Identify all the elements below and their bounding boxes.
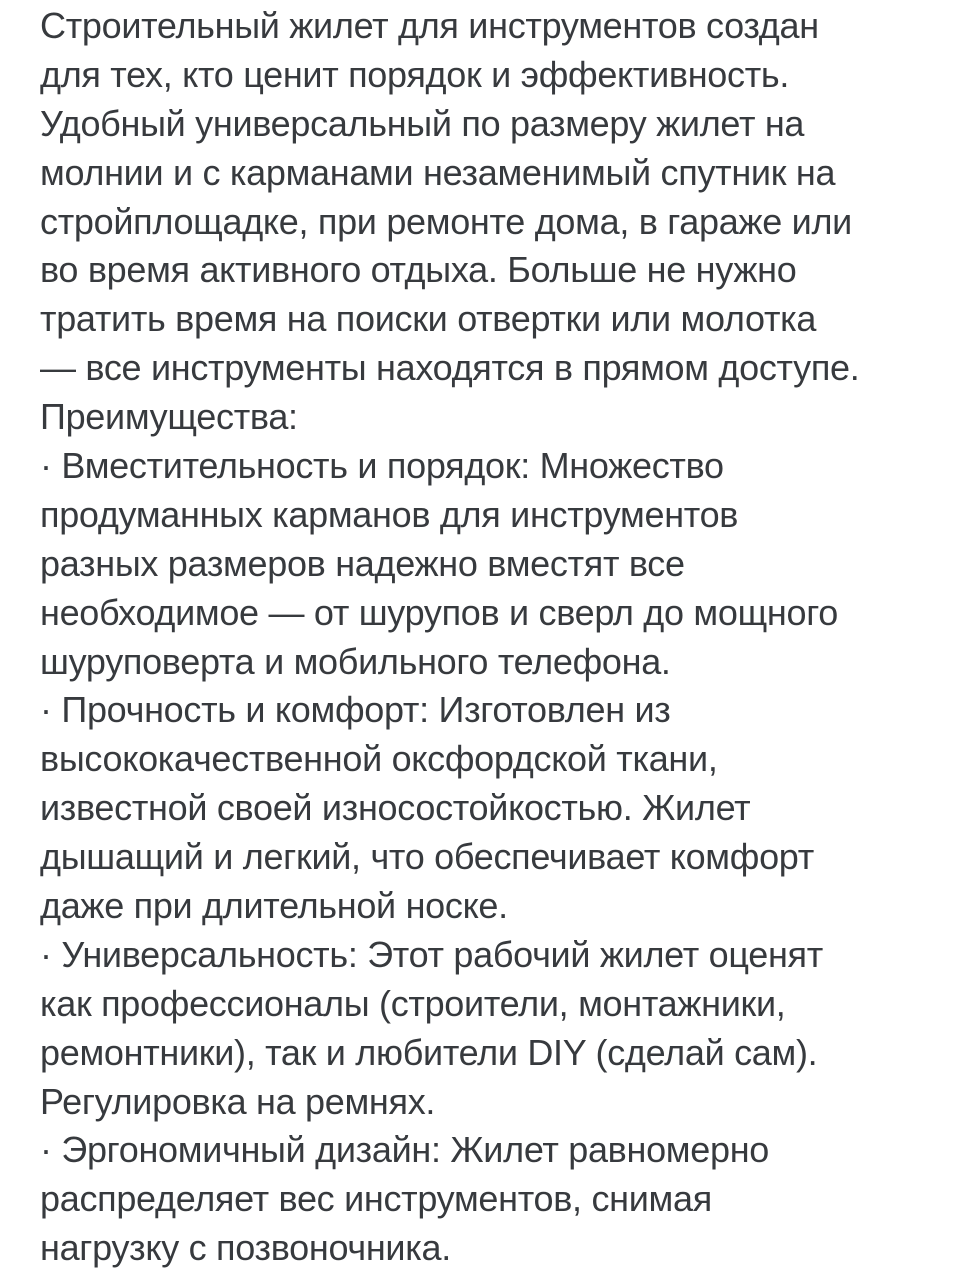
text-line: стройплощадке, при ремонте дома, в гараже или [40,200,852,242]
text-line: молнии и с карманами незаменимый спутник на [40,151,836,193]
text-line: во время активного отдыха. Больше не нужно [40,249,797,291]
text-line: нагрузку с позвоночника. [40,1227,451,1269]
text-line: для тех, кто ценит порядок и эффективность. [40,53,790,95]
text-line: · Эргономичный дизайн: Жилет равномерно [40,1129,770,1171]
text-line: Строительный жилет для инструментов создан [40,5,819,46]
text-line: тратить время на поиски отвертки или молотка [40,298,817,340]
text-line: известной своей износостойкостью. Жилет [40,787,751,829]
text-line: даже при длительной носке. [40,885,508,927]
text-line: · Прочность и комфорт: Изготовлен из [40,689,671,731]
text-line: дышащий и легкий, что обеспечивает комфорт [40,836,814,878]
text-line: распределяет вес инструментов, снимая [40,1178,712,1220]
text-line: Регулировка на ремнях. [40,1080,436,1122]
text-line: Преимущества: [40,396,298,438]
text-line: как профессионалы (строители, монтажники, [40,982,786,1024]
text-line: высококачественной оксфордской ткани, [40,738,718,780]
text-line: необходимое — от шурупов и сверл до мощного [40,591,838,633]
text-line: разных размеров надежно вместят все [40,542,685,584]
text-line: шуруповерта и мобильного телефона. [40,640,671,682]
product-description-text [40,2,954,1273]
text-line: · Универсальность: Этот рабочий жилет оценят [40,933,823,975]
text-line: продуманных карманов для инструментов [40,493,739,535]
text-line: · Вместительность и порядок: Множество [40,445,724,487]
text-line: Удобный универсальный по размеру жилет на [40,102,805,144]
text-line: ремонтники), так и любители DIY (сделай сам). [40,1031,818,1073]
text-line: — все инструменты находятся в прямом доступе. [40,347,860,389]
